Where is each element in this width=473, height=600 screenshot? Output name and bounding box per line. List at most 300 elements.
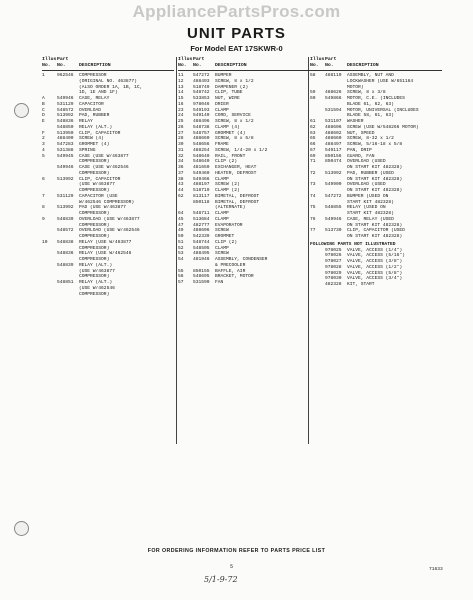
illus-no-cell: 60 — [310, 96, 316, 101]
description-cell: COMPRESSOR) — [79, 222, 110, 228]
part-no-cell: 548836 — [57, 251, 74, 257]
illus-no-cell: 57 — [178, 280, 184, 285]
description-cell: CLAMP — [215, 245, 229, 251]
description-cell: COMPRESSOR) — [79, 291, 110, 297]
part-no-cell: 548850 — [57, 124, 74, 130]
part-no-cell: 978028 — [325, 264, 342, 270]
description-cell: CLAMP — [215, 211, 229, 216]
description-cell: (USE W/463877 — [79, 268, 115, 274]
illus-no-cell: 7 — [42, 193, 45, 199]
part-no-cell: 488110 — [325, 73, 342, 78]
illus-no-cell: 54 — [178, 257, 184, 262]
illus-no-cell: 11 — [178, 73, 184, 78]
illus-no-cell: 30 — [178, 142, 184, 147]
illus-no-cell: F — [42, 130, 45, 136]
header-description: DESCRIPTION — [347, 63, 379, 68]
description-cell: (ALTERNATE) — [215, 205, 246, 211]
part-no-cell: 548572 — [57, 228, 74, 234]
description-cell: CLAMP — [215, 107, 229, 113]
header-illus: Illus. — [178, 57, 196, 62]
header-no: No. — [310, 63, 319, 68]
illus-no-cell: 53 — [178, 251, 184, 257]
part-no-cell: 548851 — [57, 280, 74, 285]
header-no: No. — [178, 63, 187, 68]
description-cell: BIMETAL, DEFROST — [215, 199, 260, 205]
part-no-cell: 547272 — [325, 193, 342, 199]
part-no-cell: 531388 — [57, 147, 74, 153]
part-no-cell: 547272 — [193, 73, 210, 78]
description-cell: SCREW (4) — [79, 136, 104, 142]
header-description: DESCRIPTION — [79, 63, 111, 68]
column-divider — [176, 57, 177, 444]
illus-no-cell: 69 — [310, 153, 316, 159]
description-cell: VALVE, ACCESS (1/2") — [347, 264, 403, 270]
part-no-cell: 813117 — [193, 193, 210, 199]
part-no-cell: 488254 — [193, 147, 210, 153]
part-no-cell: 531594 — [325, 107, 342, 113]
description-cell: COMPRESSOR) — [79, 274, 110, 280]
page-subtitle: For Model EAT 17SKWR-0 — [190, 44, 283, 53]
ordering-footer: FOR ORDERING INFORMATION REFER TO PARTS PRICE LIST — [147, 548, 326, 554]
illus-no-cell: 61 — [310, 119, 316, 124]
illus-no-cell: D — [42, 113, 45, 119]
description-cell: BLADE 61, 62, 63) — [347, 101, 394, 107]
illus-no-cell — [310, 234, 325, 240]
description-cell: LOCKWASHER (USE W/651164 — [347, 78, 414, 84]
illus-no-cell: 62 — [178, 193, 184, 199]
part-no-cell: 488400 — [57, 136, 74, 142]
illus-no-cell: 37 — [178, 170, 184, 176]
illus-no-cell: 52 — [178, 245, 184, 251]
description-cell: RELAY (ALT.) — [79, 124, 113, 130]
description-cell: SCREW (USE W/548266 MOTOR) — [347, 124, 419, 130]
description-cell: SPRING — [79, 147, 96, 153]
description-cell: DRIER — [215, 101, 229, 107]
description-cell: FAN — [215, 280, 224, 285]
part-no-cell: 548839 — [57, 262, 74, 268]
description-cell: COMPRESSOR) — [79, 245, 110, 251]
description-cell: SCREW, 8 x 3/8 — [347, 90, 386, 96]
description-cell: RELAY (ALT.) — [79, 280, 113, 285]
description-cell: CORD, SERVICE — [215, 113, 251, 119]
part-no-cell: 513992 — [57, 176, 74, 182]
description-cell: CLAMP (2) — [215, 188, 240, 193]
illus-no-cell: 8 — [42, 205, 45, 211]
punch-hole — [14, 103, 29, 118]
description-cell: SCREW — [215, 251, 229, 257]
description-cell: PAN, DRIP — [347, 147, 372, 153]
part-no-cell: 542339 — [193, 234, 210, 239]
part-no-cell: 548744 — [193, 239, 210, 245]
description-cell: MOTOR) — [347, 84, 364, 90]
part-no-cell: 488602 — [325, 130, 342, 136]
description-cell: (USE W/463877 — [79, 182, 115, 188]
description-cell: RELAY (ALT.) — [79, 262, 113, 268]
illus-no-cell: 58 — [310, 73, 316, 78]
part-no-cell: 978046 — [193, 101, 210, 107]
page-number: 5 — [230, 564, 234, 570]
part-no-cell: 978030 — [325, 276, 342, 282]
part-no-cell: 518749 — [193, 84, 210, 90]
illus-no-cell: 73 — [310, 182, 316, 188]
description-cell: OVERLOAD (USE W/463877 — [79, 216, 140, 222]
illus-no-cell: 32 — [178, 153, 184, 159]
illus-no-cell: 62 — [310, 124, 316, 130]
part-no-cell: 547283 — [57, 142, 74, 147]
description-cell: CLAMP (4) — [215, 124, 240, 130]
part-no-cell: 513992 — [57, 113, 74, 119]
parts-column-3 — [310, 57, 442, 288]
part-no-cell: 548838 — [57, 239, 74, 245]
illus-no-cell: 13 — [178, 84, 184, 90]
part-no-cell: 548738 — [193, 124, 210, 130]
description-cell: & PRECOOLER — [215, 262, 246, 268]
description-cell: OVERLOAD (USED — [347, 159, 386, 165]
description-cell: SCREW, 1/4-20 x 1/2 — [215, 147, 268, 153]
header-part: Part — [57, 57, 69, 62]
watermark: AppliancePartsPros.com — [132, 2, 341, 21]
description-cell: SCREW — [215, 228, 229, 234]
description-cell: CLAMP — [215, 216, 229, 222]
part-row — [42, 292, 174, 298]
illus-no-cell: C — [42, 107, 45, 113]
description-cell: ON START KIT 482328) — [347, 188, 403, 193]
column-header — [310, 63, 442, 69]
description-cell: CLIP, TUBE — [215, 90, 243, 96]
description-cell: CASE (USE W/463877 — [79, 153, 129, 159]
part-no-cell: 488626 — [325, 90, 342, 96]
description-cell: CLAMP — [215, 176, 229, 182]
description-cell: RELAY (USE W/463877 — [79, 239, 132, 245]
part-no-cell: 548505 — [193, 245, 210, 251]
description-cell: CAPACITOR (USE — [79, 193, 118, 199]
illus-no-cell: 31 — [178, 147, 184, 153]
description-cell: (ORIGINAL NO. 463877) — [79, 78, 137, 84]
part-row — [310, 282, 442, 288]
description-cell: SCREW (2) — [215, 182, 240, 188]
part-no-cell: 488660 — [325, 136, 342, 142]
illus-no-cell: 72 — [310, 170, 316, 176]
description-cell: DAMPENER (2) — [215, 84, 249, 90]
description-cell: ON START KIT 482328) — [347, 222, 403, 228]
illus-no-cell: 44 — [178, 188, 184, 193]
illus-no-cell: 38 — [178, 176, 184, 182]
header-illus: Illus. — [42, 57, 60, 62]
illus-no-cell: 66 — [310, 142, 316, 147]
illus-no-cell: 56 — [178, 274, 184, 280]
description-cell: COMPRESSOR) — [79, 234, 110, 239]
illus-no-cell: 24 — [178, 113, 184, 119]
handwritten-note: 5/1-9-72 — [204, 575, 238, 584]
illus-no-cell: 9 — [42, 216, 45, 222]
part-no-cell: 488606 — [193, 228, 210, 234]
description-cell: VALVE, ACCESS (3/4") — [347, 276, 403, 282]
illus-no-cell — [310, 282, 325, 288]
page-title: UNIT PARTS — [187, 25, 286, 42]
part-no-cell: 548711 — [193, 211, 210, 216]
description-cell: OVERLOAD (USE W/462546 — [79, 228, 140, 234]
illus-no-cell: 45 — [178, 216, 184, 222]
illus-no-cell: 4 — [42, 147, 45, 153]
part-no-cell: 482777 — [193, 222, 210, 228]
description-cell: RELAY (USED ON — [347, 205, 386, 211]
part-no-cell: 978026 — [325, 253, 342, 259]
header-description: DESCRIPTION — [215, 63, 247, 68]
part-no-cell: 533853 — [193, 96, 210, 101]
part-no-cell: 531129 — [57, 193, 74, 199]
part-no-cell — [57, 292, 79, 298]
description-cell: VALVE, ACCESS (5/8") — [347, 270, 403, 276]
description-cell: OVERLOAD (USED — [347, 182, 386, 188]
description-cell: 1D, 1E AND 1F) — [79, 90, 118, 96]
description-cell: START KIT 482328) — [347, 199, 394, 205]
part-no-cell: 549466 — [193, 176, 210, 182]
part-no-cell: 488493 — [193, 78, 210, 84]
part-no-cell: 488496 — [193, 119, 210, 124]
part-no-cell: 548757 — [193, 130, 210, 136]
part-no-cell: 488495 — [193, 251, 210, 257]
document-number: 71633 — [429, 567, 443, 572]
description-cell: CLIP (2) — [215, 239, 238, 245]
illus-no-cell: 3 — [42, 142, 45, 147]
description-cell: ON START KIT 482328) — [347, 234, 403, 239]
description-cell: BLADE 58, 61, 63) — [347, 113, 394, 119]
description-cell: CAPACITOR — [79, 101, 104, 107]
illus-no-cell: 14 — [178, 90, 184, 96]
part-no-cell: 482328 — [325, 282, 342, 287]
illus-no-cell: 10 — [42, 239, 48, 245]
description-cell: COMPRESSOR) — [79, 188, 110, 193]
description-cell: BUMPER — [215, 73, 232, 78]
part-no-cell: 488497 — [325, 142, 342, 147]
part-no-cell: 549946 — [57, 96, 74, 101]
description-cell: COMPRESSOR — [79, 73, 107, 78]
part-no-cell: 513950 — [57, 130, 74, 136]
illus-no-cell: 77 — [310, 228, 316, 234]
description-cell: FRAME — [215, 142, 229, 147]
description-cell: MOTOR, C.E. (INCLUDES — [347, 96, 405, 101]
description-cell: KIT, START — [347, 282, 375, 287]
part-no-cell: 962546 — [57, 73, 74, 78]
part-no-cell: 548572 — [57, 107, 74, 113]
header-no: No. — [325, 63, 334, 68]
illus-no-cell: 5 — [42, 153, 45, 159]
part-no-cell: 481650 — [193, 165, 210, 170]
part-no-cell: 548640 — [193, 153, 210, 159]
part-no-cell: 549460 — [193, 170, 210, 176]
header-rule — [310, 70, 442, 71]
header-no: No. — [57, 63, 66, 68]
header-rule — [42, 70, 174, 71]
description-cell: VALVE, ACCESS (5/16") — [347, 253, 405, 259]
part-no-cell: 481946 — [193, 257, 210, 262]
part-no-cell: 549140 — [193, 113, 210, 119]
description-cell: NUT, SPEED — [347, 130, 375, 136]
part-no-cell: 488197 — [193, 182, 210, 188]
description-cell: CASE, RELAY (USED — [347, 216, 394, 222]
part-no-cell: 549117 — [325, 147, 342, 153]
part-no-cell: 531590 — [193, 280, 210, 285]
illus-no-cell: 43 — [178, 182, 184, 188]
part-row — [310, 234, 442, 240]
description-cell: (ALSO ORDER 1A, 1B, 1C, — [79, 84, 143, 90]
illus-no-cell: 16 — [178, 101, 184, 107]
description-cell: COMPRESSOR) — [79, 159, 110, 165]
part-no-cell: 978025 — [325, 247, 342, 253]
description-cell: CLIP, CAPACITOR — [79, 176, 121, 182]
description-cell: BAFFLE, AIR — [215, 268, 246, 274]
header-part: Part — [193, 57, 205, 62]
illus-no-cell: 15 — [178, 96, 184, 101]
description-cell: EVAPORATOR — [215, 222, 243, 228]
description-cell: RELAY — [79, 119, 93, 124]
header-part: Part — [325, 57, 337, 62]
description-cell: CASE (USE W/462546 — [79, 165, 129, 170]
description-cell: GROMMET (4) — [215, 130, 246, 136]
illus-no-cell: 55 — [178, 268, 184, 274]
illus-no-cell: 12 — [178, 78, 184, 84]
part-no-cell: 549946 — [325, 216, 342, 222]
illus-no-cell: 76 — [310, 216, 316, 222]
description-cell: WASHER — [347, 119, 364, 124]
illus-no-cell: 25 — [178, 119, 184, 124]
description-cell: W/462546 COMPRESSOR) — [79, 199, 135, 205]
description-cell: HEATER, DEFROST — [215, 170, 257, 176]
description-cell: CASE, RELAY — [79, 96, 110, 101]
part-no-cell: 850155 — [193, 268, 210, 274]
illus-no-cell: 47 — [178, 222, 184, 228]
header-no: No. — [193, 63, 202, 68]
column-header — [178, 63, 310, 69]
illus-no-cell: 23 — [178, 107, 184, 113]
illus-no-cell: 59 — [310, 90, 316, 96]
header-no: No. — [42, 63, 51, 68]
illus-no-cell: 2 — [42, 136, 45, 142]
illus-no-cell — [42, 292, 57, 298]
description-cell: BRACKET, MOTOR — [215, 274, 254, 280]
description-cell: COMPRESSOR) — [79, 170, 110, 176]
header-illus: Illus. — [310, 57, 328, 62]
not-illustrated-note: FOLLOWING PARTS NOT ILLUSTRATED — [310, 241, 396, 247]
description-cell: PAD, RUBBER — [79, 113, 110, 119]
part-no-cell: 850474 — [325, 159, 342, 165]
description-cell: GUARD, FAN — [347, 153, 375, 159]
illus-no-cell: 75 — [310, 205, 316, 211]
part-no-cell: 513730 — [325, 228, 342, 234]
description-cell: EXCHANGER, HEAT — [215, 165, 257, 170]
description-cell: PAD, RUBBER (USED — [347, 170, 394, 176]
part-no-cell: 513684 — [193, 216, 210, 222]
part-no-cell: 549945 — [57, 153, 74, 159]
description-cell: ASSEMBLY, CONDENSER — [215, 257, 268, 262]
description-cell: SCREW, 8 x 1/2 — [215, 119, 254, 124]
part-no-cell: 548855 — [325, 205, 342, 211]
part-no-cell: 549193 — [193, 107, 210, 113]
description-cell: RAIL, FRONT — [215, 153, 246, 159]
description-cell: START KIT 482328) — [347, 211, 394, 216]
part-no-cell: 549900 — [325, 182, 342, 188]
illus-no-cell: A — [42, 96, 45, 101]
illus-no-cell: 26 — [178, 124, 184, 130]
description-cell: BUMPER (USED ON — [347, 193, 389, 199]
part-row — [178, 280, 310, 286]
illus-no-cell: B — [42, 101, 45, 107]
description-cell: GROMMET (4) — [79, 142, 110, 147]
part-no-cell: 548695 — [193, 274, 210, 280]
description-cell: MOTOR, UNIVERSAL (INCLUDES — [347, 107, 419, 113]
part-no-cell: 548836 — [57, 119, 74, 124]
part-no-cell: 513992 — [57, 205, 74, 211]
description-cell: PAD (USE W/463877 — [79, 205, 126, 211]
illus-no-cell: 27 — [178, 130, 184, 136]
illus-no-cell: 74 — [310, 193, 316, 199]
description-cell: CLIP, CAPACITOR (USED — [347, 228, 405, 234]
part-no-cell: 548640 — [193, 159, 210, 165]
part-no-cell: 978027 — [325, 259, 342, 264]
part-no-cell: 548839 — [57, 216, 74, 222]
part-no-cell: 850118 — [193, 199, 210, 205]
part-no-cell: 531129 — [57, 101, 74, 107]
description-cell: RELAY (USE W/462546 — [79, 251, 132, 257]
parts-column-1 — [42, 57, 174, 297]
description-cell: CLIP (2) — [215, 159, 238, 165]
description-cell: BIMETAL, DEFROST — [215, 193, 260, 199]
description-cell: GROMMET — [215, 234, 235, 239]
part-no-cell: 513992 — [325, 170, 342, 176]
illus-no-cell: 49 — [178, 228, 184, 234]
description-cell: OVERLOAD — [79, 107, 102, 113]
header-rule — [178, 70, 310, 71]
part-no-cell: 549866 — [325, 96, 342, 101]
illus-no-cell: 50 — [178, 234, 184, 239]
illus-no-cell: 67 — [310, 147, 316, 153]
part-no-cell: 548656 — [193, 142, 210, 147]
description-cell: (USE W/462546 — [79, 285, 115, 291]
description-cell: VALVE, ACCESS (3/8") — [347, 259, 403, 264]
illus-no-cell: 51 — [178, 239, 184, 245]
part-no-cell: 548742 — [193, 90, 210, 96]
illus-no-cell: 65 — [310, 136, 316, 142]
illus-no-cell: 63 — [310, 130, 316, 136]
description-cell: SCREW, 8-32 x 1/2 — [347, 136, 394, 142]
punch-hole — [14, 521, 29, 536]
description-cell: SCREW, 8 x 1/2 — [215, 78, 254, 84]
description-cell: SCREW, 5/16-18 x 5/8 — [347, 142, 403, 147]
description-cell: NUT, WIRE — [215, 96, 240, 101]
part-no-cell: 531107 — [325, 119, 342, 124]
column-header — [42, 63, 174, 69]
illus-no-cell: 36 — [178, 165, 184, 170]
part-no-cell — [325, 234, 347, 240]
part-no-cell: 549946 — [57, 165, 74, 170]
illus-no-cell: 1 — [42, 73, 45, 78]
description-cell: ON START KIT 482328) — [347, 165, 403, 170]
description-cell: CLIP, CAPACITOR — [79, 130, 121, 136]
description-cell: COMPRESSOR) — [79, 257, 110, 262]
part-no-cell: 978029 — [325, 270, 342, 276]
illus-no-cell: 6 — [42, 176, 45, 182]
description-cell: ASSEMBLY, NUT AND — [347, 73, 394, 78]
description-cell: COMPRESSOR) — [79, 211, 110, 216]
illus-no-cell: 64 — [178, 211, 184, 216]
part-no-cell: 488606 — [325, 124, 342, 130]
parts-column-2 — [178, 57, 310, 286]
illus-no-cell: 28 — [178, 136, 184, 142]
part-no-cell: 850156 — [325, 153, 342, 159]
illus-no-cell: 71 — [310, 159, 316, 165]
part-no-cell: 488660 — [193, 136, 210, 142]
description-cell: VALVE, ACCESS (1/4") — [347, 247, 403, 253]
